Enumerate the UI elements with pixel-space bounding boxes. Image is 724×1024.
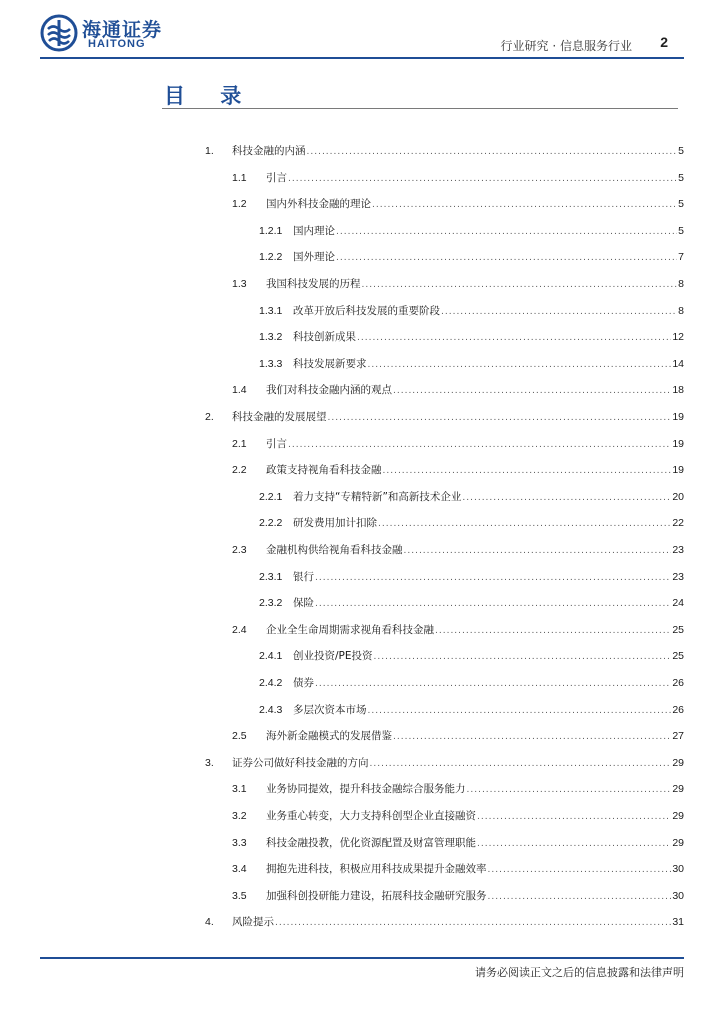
toc-entry-number: 1.2 — [232, 198, 247, 210]
toc-entry-page: 5 — [678, 145, 684, 157]
page-header — [0, 0, 724, 62]
toc-entry-title: 科技发展新要求 — [293, 358, 367, 370]
toc-entry[interactable] — [259, 356, 684, 372]
toc-entry-number: 2.2.2 — [259, 517, 283, 529]
toc-entry-page: 19 — [672, 411, 684, 423]
toc-entry-page: 24 — [672, 597, 684, 609]
toc-entry[interactable] — [232, 436, 684, 452]
toc-entry-page: 30 — [672, 890, 684, 902]
toc-dot-leader — [488, 890, 672, 904]
toc-entry-title: 引言 — [266, 172, 287, 184]
toc-entry[interactable] — [259, 329, 684, 345]
toc-entry-page: 5 — [678, 172, 684, 184]
toc-entry-title: 业务重心转变，大力支持科创型企业直接融资 — [266, 810, 476, 822]
toc-dot-leader — [383, 464, 672, 478]
toc-entry[interactable] — [259, 648, 684, 664]
toc-entry-number: 1.2.2 — [259, 251, 283, 263]
toc-entry-number: 2. — [205, 411, 214, 423]
toc-entry-number: 1.3.1 — [259, 305, 283, 317]
toc-entry-page: 25 — [672, 624, 684, 636]
toc-entry[interactable] — [259, 702, 684, 718]
toc-entry-page: 22 — [672, 517, 684, 529]
toc-dot-leader — [315, 571, 671, 585]
toc-entry-number: 2.4.2 — [259, 677, 283, 689]
toc-entry-page: 27 — [672, 730, 684, 742]
toc-entry-title: 科技金融的发展展望 — [232, 411, 327, 423]
toc-entry-title: 国内外科技金融的理论 — [266, 198, 371, 210]
toc-entry[interactable] — [232, 861, 684, 877]
toc-dot-leader — [393, 730, 671, 744]
toc-entry[interactable] — [232, 170, 684, 186]
toc-entry-number: 1.3.3 — [259, 358, 283, 370]
toc-entry-page: 18 — [672, 384, 684, 396]
toc-entry[interactable] — [232, 888, 684, 904]
toc-entry-number: 4. — [205, 916, 214, 928]
logo-chinese-name: 海通证券 — [82, 19, 163, 41]
toc-entry-number: 3.2 — [232, 810, 247, 822]
toc-entry-title: 金融机构供给视角看科技金融 — [266, 544, 403, 556]
toc-dot-leader — [336, 251, 677, 265]
toc-entry-title: 拥抱先进科技，积极应用科技成果提升金融效率 — [266, 863, 487, 875]
toc-entry[interactable] — [259, 489, 684, 505]
toc-entry[interactable] — [259, 595, 684, 611]
toc-entry[interactable] — [232, 622, 684, 638]
toc-entry-page: 19 — [672, 464, 684, 476]
toc-entry-page: 20 — [672, 491, 684, 503]
toc-entry[interactable] — [205, 914, 684, 930]
toc-dot-leader — [357, 331, 671, 345]
haitong-emblem-icon — [40, 14, 78, 52]
toc-entry-number: 3.5 — [232, 890, 247, 902]
toc-entry-number: 1.4 — [232, 384, 247, 396]
toc-dot-leader — [378, 517, 671, 531]
toc-entry-title: 研发费用加计扣除 — [293, 517, 377, 529]
toc-entry-number: 3. — [205, 757, 214, 769]
toc-entry-number: 3.3 — [232, 837, 247, 849]
toc-entry-title: 改革开放后科技发展的重要阶段 — [293, 305, 440, 317]
logo-english-name: HAITONG — [88, 38, 146, 50]
toc-entry-page: 23 — [672, 544, 684, 556]
toc-entry-number: 1. — [205, 145, 214, 157]
toc-entry-number: 1.2.1 — [259, 225, 283, 237]
toc-entry-page: 29 — [672, 837, 684, 849]
toc-entry-title: 我国科技发展的历程 — [266, 278, 361, 290]
toc-entry[interactable] — [259, 303, 684, 319]
toc-entry-title: 国内理论 — [293, 225, 335, 237]
toc-entry[interactable] — [232, 835, 684, 851]
toc-dot-leader — [488, 863, 672, 877]
toc-entry-title: 国外理论 — [293, 251, 335, 263]
toc-dot-leader — [404, 544, 672, 558]
toc-entry-number: 2.3 — [232, 544, 247, 556]
toc-entry-number: 2.1 — [232, 438, 247, 450]
toc-entry-number: 1.3 — [232, 278, 247, 290]
toc-entry-title: 海外新金融模式的发展借鉴 — [266, 730, 392, 742]
toc-entry[interactable] — [232, 808, 684, 824]
toc-entry-title: 企业全生命周期需求视角看科技金融 — [266, 624, 434, 636]
toc-dot-leader — [372, 198, 677, 212]
toc-entry-page: 23 — [672, 571, 684, 583]
toc-dot-leader — [368, 358, 672, 372]
toc-entry-title: 证券公司做好科技金融的方向 — [232, 757, 369, 769]
toc-entry-title: 风险提示 — [232, 916, 274, 928]
toc-entry-number: 2.3.1 — [259, 571, 283, 583]
toc-entry-page: 7 — [678, 251, 684, 263]
toc-entry-title: 债券 — [293, 677, 314, 689]
page-number: 2 — [660, 34, 668, 50]
toc-entry-page: 5 — [678, 225, 684, 237]
toc-entry-title: 业务协同提效，提升科技金融综合服务能力 — [266, 783, 466, 795]
toc-entry[interactable] — [232, 728, 684, 744]
haitong-logo — [40, 14, 176, 54]
toc-entry[interactable] — [232, 542, 684, 558]
toc-dot-leader — [336, 225, 677, 239]
toc-dot-leader — [328, 411, 672, 425]
toc-dot-leader — [477, 837, 671, 851]
toc-entry-page: 8 — [678, 278, 684, 290]
toc-entry-title: 政策支持视角看科技金融 — [266, 464, 382, 476]
toc-entry-title: 科技创新成果 — [293, 331, 356, 343]
toc-entry-title: 银行 — [293, 571, 314, 583]
toc-entry-title: 科技金融投教，优化资源配置及财富管理职能 — [266, 837, 476, 849]
toc-entry-number: 3.1 — [232, 783, 247, 795]
toc-entry-page: 8 — [678, 305, 684, 317]
toc-entry-number: 2.5 — [232, 730, 247, 742]
toc-entry-number: 2.2.1 — [259, 491, 283, 503]
toc-entry-page: 25 — [672, 650, 684, 662]
toc-entry[interactable] — [205, 755, 684, 771]
report-category: 行业研究 · 信息服务行业 — [500, 39, 632, 53]
toc-entry-number: 2.4.3 — [259, 704, 283, 716]
header-divider — [40, 57, 684, 59]
toc-entry-page: 29 — [672, 783, 684, 795]
toc-entry-number: 2.2 — [232, 464, 247, 476]
toc-entry-number: 3.4 — [232, 863, 247, 875]
toc-entry-page: 19 — [672, 438, 684, 450]
toc-entry[interactable] — [259, 249, 684, 265]
toc-entry[interactable] — [232, 462, 684, 478]
toc-dot-leader — [370, 757, 672, 771]
toc-entry-title: 加强科创投研能力建设，拓展科技金融研究服务 — [266, 890, 487, 902]
toc-heading: 目 录 — [164, 83, 256, 108]
toc-dot-leader — [288, 438, 671, 452]
toc-dot-leader — [467, 783, 672, 797]
toc-entry[interactable] — [205, 143, 684, 159]
toc-dot-leader — [462, 491, 671, 505]
toc-dot-leader — [315, 677, 671, 691]
toc-entry-title: 保险 — [293, 597, 314, 609]
toc-dot-leader — [477, 810, 671, 824]
toc-dot-leader — [315, 597, 671, 611]
toc-entry[interactable] — [232, 781, 684, 797]
footer-disclaimer: 请务必阅读正文之后的信息披露和法律声明 — [475, 966, 684, 979]
toc-dot-leader — [374, 650, 672, 664]
toc-entry[interactable] — [259, 675, 684, 691]
toc-entry-page: 29 — [672, 810, 684, 822]
toc-entry[interactable] — [259, 569, 684, 585]
toc-dot-leader — [307, 145, 678, 159]
toc-entry-title: 我们对科技金融内涵的观点 — [266, 384, 392, 396]
toc-entry-title: 着力支持“专精特新”和高新技术企业 — [293, 491, 462, 503]
footer-divider — [40, 957, 684, 959]
toc-dot-leader — [441, 305, 677, 319]
toc-entry-number: 2.4 — [232, 624, 247, 636]
toc-entry[interactable] — [232, 382, 684, 398]
toc-entry-page: 26 — [672, 704, 684, 716]
toc-entry-page: 26 — [672, 677, 684, 689]
toc-entry-title: 引言 — [266, 438, 287, 450]
toc-heading-divider — [162, 108, 678, 109]
toc-entry-title: 创业投资/PE投资 — [293, 650, 373, 662]
toc-entry-title: 科技金融的内涵 — [232, 145, 306, 157]
toc-entry-number: 1.3.2 — [259, 331, 283, 343]
toc-entry-page: 12 — [672, 331, 684, 343]
toc-dot-leader — [362, 278, 678, 292]
toc-entry-number: 2.3.2 — [259, 597, 283, 609]
toc-dot-leader — [368, 704, 672, 718]
toc-dot-leader — [275, 916, 671, 930]
toc-entry-number: 2.4.1 — [259, 650, 283, 662]
toc-entry[interactable] — [205, 409, 684, 425]
toc-entry-page: 31 — [672, 916, 684, 928]
toc-entry[interactable] — [259, 515, 684, 531]
toc-entry-page: 30 — [672, 863, 684, 875]
toc-entry-page: 29 — [672, 757, 684, 769]
toc-entry[interactable] — [232, 196, 684, 212]
toc-dot-leader — [393, 384, 671, 398]
toc-dot-leader — [435, 624, 671, 638]
toc-dot-leader — [288, 172, 677, 186]
toc-entry[interactable] — [259, 223, 684, 239]
toc-entry-number: 1.1 — [232, 172, 247, 184]
toc-entry-page: 14 — [672, 358, 684, 370]
toc-entry-title: 多层次资本市场 — [293, 704, 367, 716]
toc-entry[interactable] — [232, 276, 684, 292]
toc-entry-page: 5 — [678, 198, 684, 210]
